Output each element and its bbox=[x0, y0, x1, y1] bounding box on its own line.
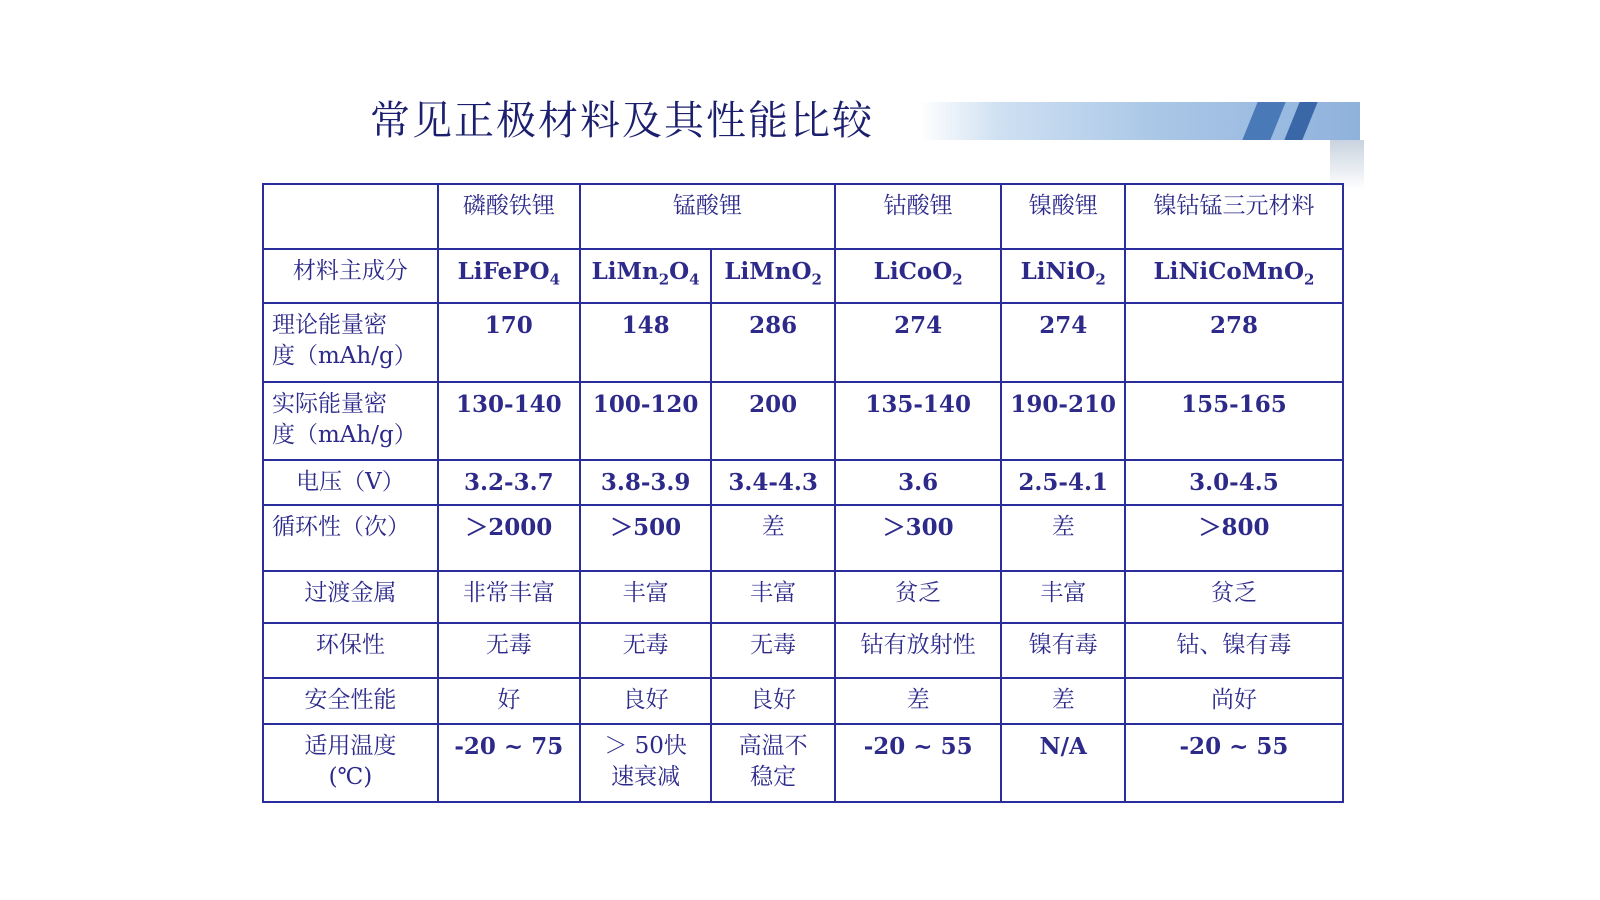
table-cell: 钴有放射性 bbox=[835, 623, 1002, 679]
table-cell: 3.2-3.7 bbox=[438, 460, 580, 505]
table-cell: 良好 bbox=[580, 678, 712, 723]
table-cell: 130-140 bbox=[438, 382, 580, 460]
header-row bbox=[263, 184, 1343, 249]
table-cell: N/A bbox=[1001, 724, 1124, 802]
table-cell: 差 bbox=[1001, 505, 1124, 571]
table-cell: -20 ~ 55 bbox=[835, 724, 1002, 802]
formula-cell: LiCoO$_2$ bbox=[835, 249, 1002, 304]
table-cell: 3.8-3.9 bbox=[580, 460, 712, 505]
table-cell: -20 ~ 55 bbox=[1125, 724, 1343, 802]
row-label: 安全性能 bbox=[263, 678, 438, 723]
table-cell: 3.0-4.5 bbox=[1125, 460, 1343, 505]
header-cell-ncm: 镍钴锰三元材料 bbox=[1125, 184, 1343, 249]
table-row-actual-capacity bbox=[263, 382, 1343, 460]
row-label: 循环性（次） bbox=[263, 505, 438, 571]
table-cell: 148 bbox=[580, 303, 712, 381]
table-cell: 无毒 bbox=[580, 623, 712, 679]
header-cell-lmo: 锰酸锂 bbox=[580, 184, 835, 249]
table-cell: 丰富 bbox=[711, 571, 834, 623]
table-cell: 镍有毒 bbox=[1001, 623, 1124, 679]
row-label: 实际能量密 度（mAh/g） bbox=[263, 382, 438, 460]
table-cell: 170 bbox=[438, 303, 580, 381]
table-cell: ＞300 bbox=[835, 505, 1002, 571]
table-cell: 高温不 稳定 bbox=[711, 724, 834, 802]
row-label: 适用温度 (℃) bbox=[263, 724, 438, 802]
table-cell: 无毒 bbox=[711, 623, 834, 679]
header-cell-empty bbox=[263, 184, 438, 249]
table-cell: ＞2000 bbox=[438, 505, 580, 571]
formula-cell: LiNiCoMnO$_2$ bbox=[1125, 249, 1343, 304]
table-cell: ＞800 bbox=[1125, 505, 1343, 571]
header-cell-lco: 钴酸锂 bbox=[835, 184, 1002, 249]
table-cell: 3.6 bbox=[835, 460, 1002, 505]
table-cell: 190-210 bbox=[1001, 382, 1124, 460]
table-cell: 差 bbox=[1001, 678, 1124, 723]
table-cell: 贫乏 bbox=[835, 571, 1002, 623]
table-cell: 286 bbox=[711, 303, 834, 381]
table-row-safety bbox=[263, 678, 1343, 723]
table-cell: -20 ~ 75 bbox=[438, 724, 580, 802]
row-label: 材料主成分 bbox=[263, 249, 438, 304]
table-cell: 155-165 bbox=[1125, 382, 1343, 460]
table-row-temperature bbox=[263, 724, 1343, 802]
table-cell: 良好 bbox=[711, 678, 834, 723]
table-cell: 尚好 bbox=[1125, 678, 1343, 723]
table-row-theoretical-capacity bbox=[263, 303, 1343, 381]
table-cell: 非常丰富 bbox=[438, 571, 580, 623]
table-cell: 好 bbox=[438, 678, 580, 723]
page-title: 常见正极材料及其性能比较 bbox=[370, 98, 874, 144]
table-row-environment bbox=[263, 623, 1343, 679]
row-label: 环保性 bbox=[263, 623, 438, 679]
table-cell: 无毒 bbox=[438, 623, 580, 679]
table-cell: 100-120 bbox=[580, 382, 712, 460]
table-cell: 274 bbox=[835, 303, 1002, 381]
header-cell-lno: 镍酸锂 bbox=[1001, 184, 1124, 249]
table-cell: 274 bbox=[1001, 303, 1124, 381]
formula-cell: LiMnO$_2$ bbox=[711, 249, 834, 304]
table-cell: 差 bbox=[835, 678, 1002, 723]
table-cell: 差 bbox=[711, 505, 834, 571]
table-row-voltage bbox=[263, 460, 1343, 505]
table-row-transition-metal bbox=[263, 571, 1343, 623]
table-cell: 200 bbox=[711, 382, 834, 460]
comparison-table bbox=[262, 183, 1344, 803]
formula-cell: $LiMn_2O_4$ bbox=[580, 249, 712, 304]
table-cell: 2.5-4.1 bbox=[1001, 460, 1124, 505]
table-cell: 3.4-4.3 bbox=[711, 460, 834, 505]
formula-cell: LiFePO$_4$ bbox=[438, 249, 580, 304]
table-cell: 钴、镍有毒 bbox=[1125, 623, 1343, 679]
formula-cell: LiNiO$_2$ bbox=[1001, 249, 1124, 304]
row-label: 电压（V） bbox=[263, 460, 438, 505]
table-cell: ＞500 bbox=[580, 505, 712, 571]
table-row-composition bbox=[263, 249, 1343, 304]
table-row-cycle-life bbox=[263, 505, 1343, 571]
row-label: 过渡金属 bbox=[263, 571, 438, 623]
table-cell: ＞ 50快 速衰减 bbox=[580, 724, 712, 802]
table-cell: 贫乏 bbox=[1125, 571, 1343, 623]
table-cell: 丰富 bbox=[1001, 571, 1124, 623]
row-label: 理论能量密 度（mAh/g） bbox=[263, 303, 438, 381]
header-cell-lfp: 磷酸铁锂 bbox=[438, 184, 580, 249]
table-cell: 278 bbox=[1125, 303, 1343, 381]
table-cell: 135-140 bbox=[835, 382, 1002, 460]
table-cell: 丰富 bbox=[580, 571, 712, 623]
